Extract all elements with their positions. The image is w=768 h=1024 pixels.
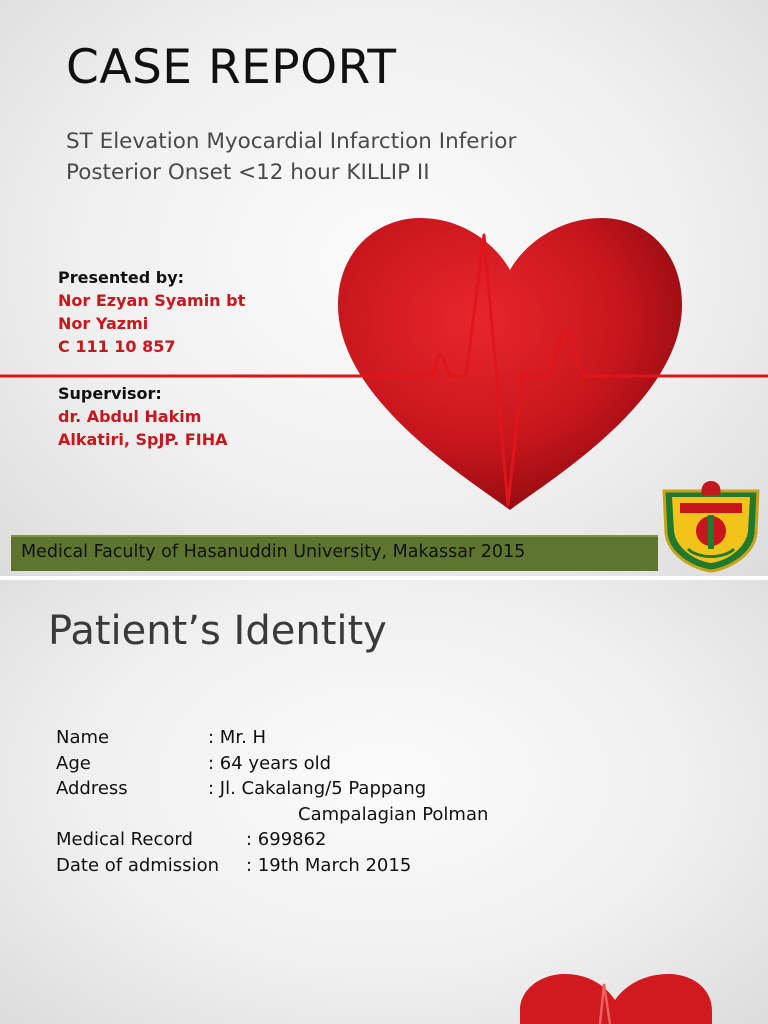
supervisor-label: Supervisor:	[58, 384, 162, 403]
supervisor-block	[58, 382, 227, 451]
info-value: : 19th March 2015	[246, 854, 412, 876]
info-value: Campalagian Polman	[298, 803, 489, 825]
slide-patient-identity	[0, 580, 768, 1024]
info-label: Date of admission	[56, 854, 219, 876]
info-label: Age	[56, 752, 91, 774]
presenter-name-line-2: Nor Yazmi	[58, 314, 149, 333]
footer-text: Medical Faculty of Hasanuddin University, Makassar 2015	[21, 542, 526, 562]
page-title: CASE REPORT	[66, 40, 397, 95]
section-title: Patient’s Identity	[48, 608, 387, 654]
heart-icon	[338, 218, 682, 510]
subtitle	[66, 126, 626, 188]
supervisor-name-line-2: Alkatiri, SpJP. FIHA	[58, 430, 228, 449]
supervisor-name-line-1: dr. Abdul Hakim	[58, 407, 202, 426]
info-label: Medical Record	[56, 829, 193, 850]
info-label: Name	[56, 727, 110, 748]
presented-by-label: Presented by:	[58, 268, 185, 287]
presenter-name-line-1: Nor Ezyan Syamin bt	[58, 291, 246, 310]
info-value: : Jl. Cakalang/5 Pappang	[208, 778, 427, 799]
info-label: Address	[56, 778, 128, 799]
footer-bar	[11, 535, 658, 571]
university-seal-icon	[658, 473, 764, 573]
presenter-block	[58, 266, 245, 358]
heart-ecg-graphic-partial	[0, 580, 768, 1024]
info-value: : Mr. H	[208, 727, 267, 748]
info-value: : 64 years old	[208, 752, 332, 774]
subtitle-line-1: ST Elevation Myocardial Infarction Inferior	[66, 129, 517, 154]
presenter-id: C 111 10 857	[58, 337, 176, 356]
subtitle-line-2: Posterior Onset <12 hour KILLIP II	[66, 160, 430, 185]
heart-icon	[520, 974, 712, 1024]
info-value: : 699862	[246, 829, 327, 850]
